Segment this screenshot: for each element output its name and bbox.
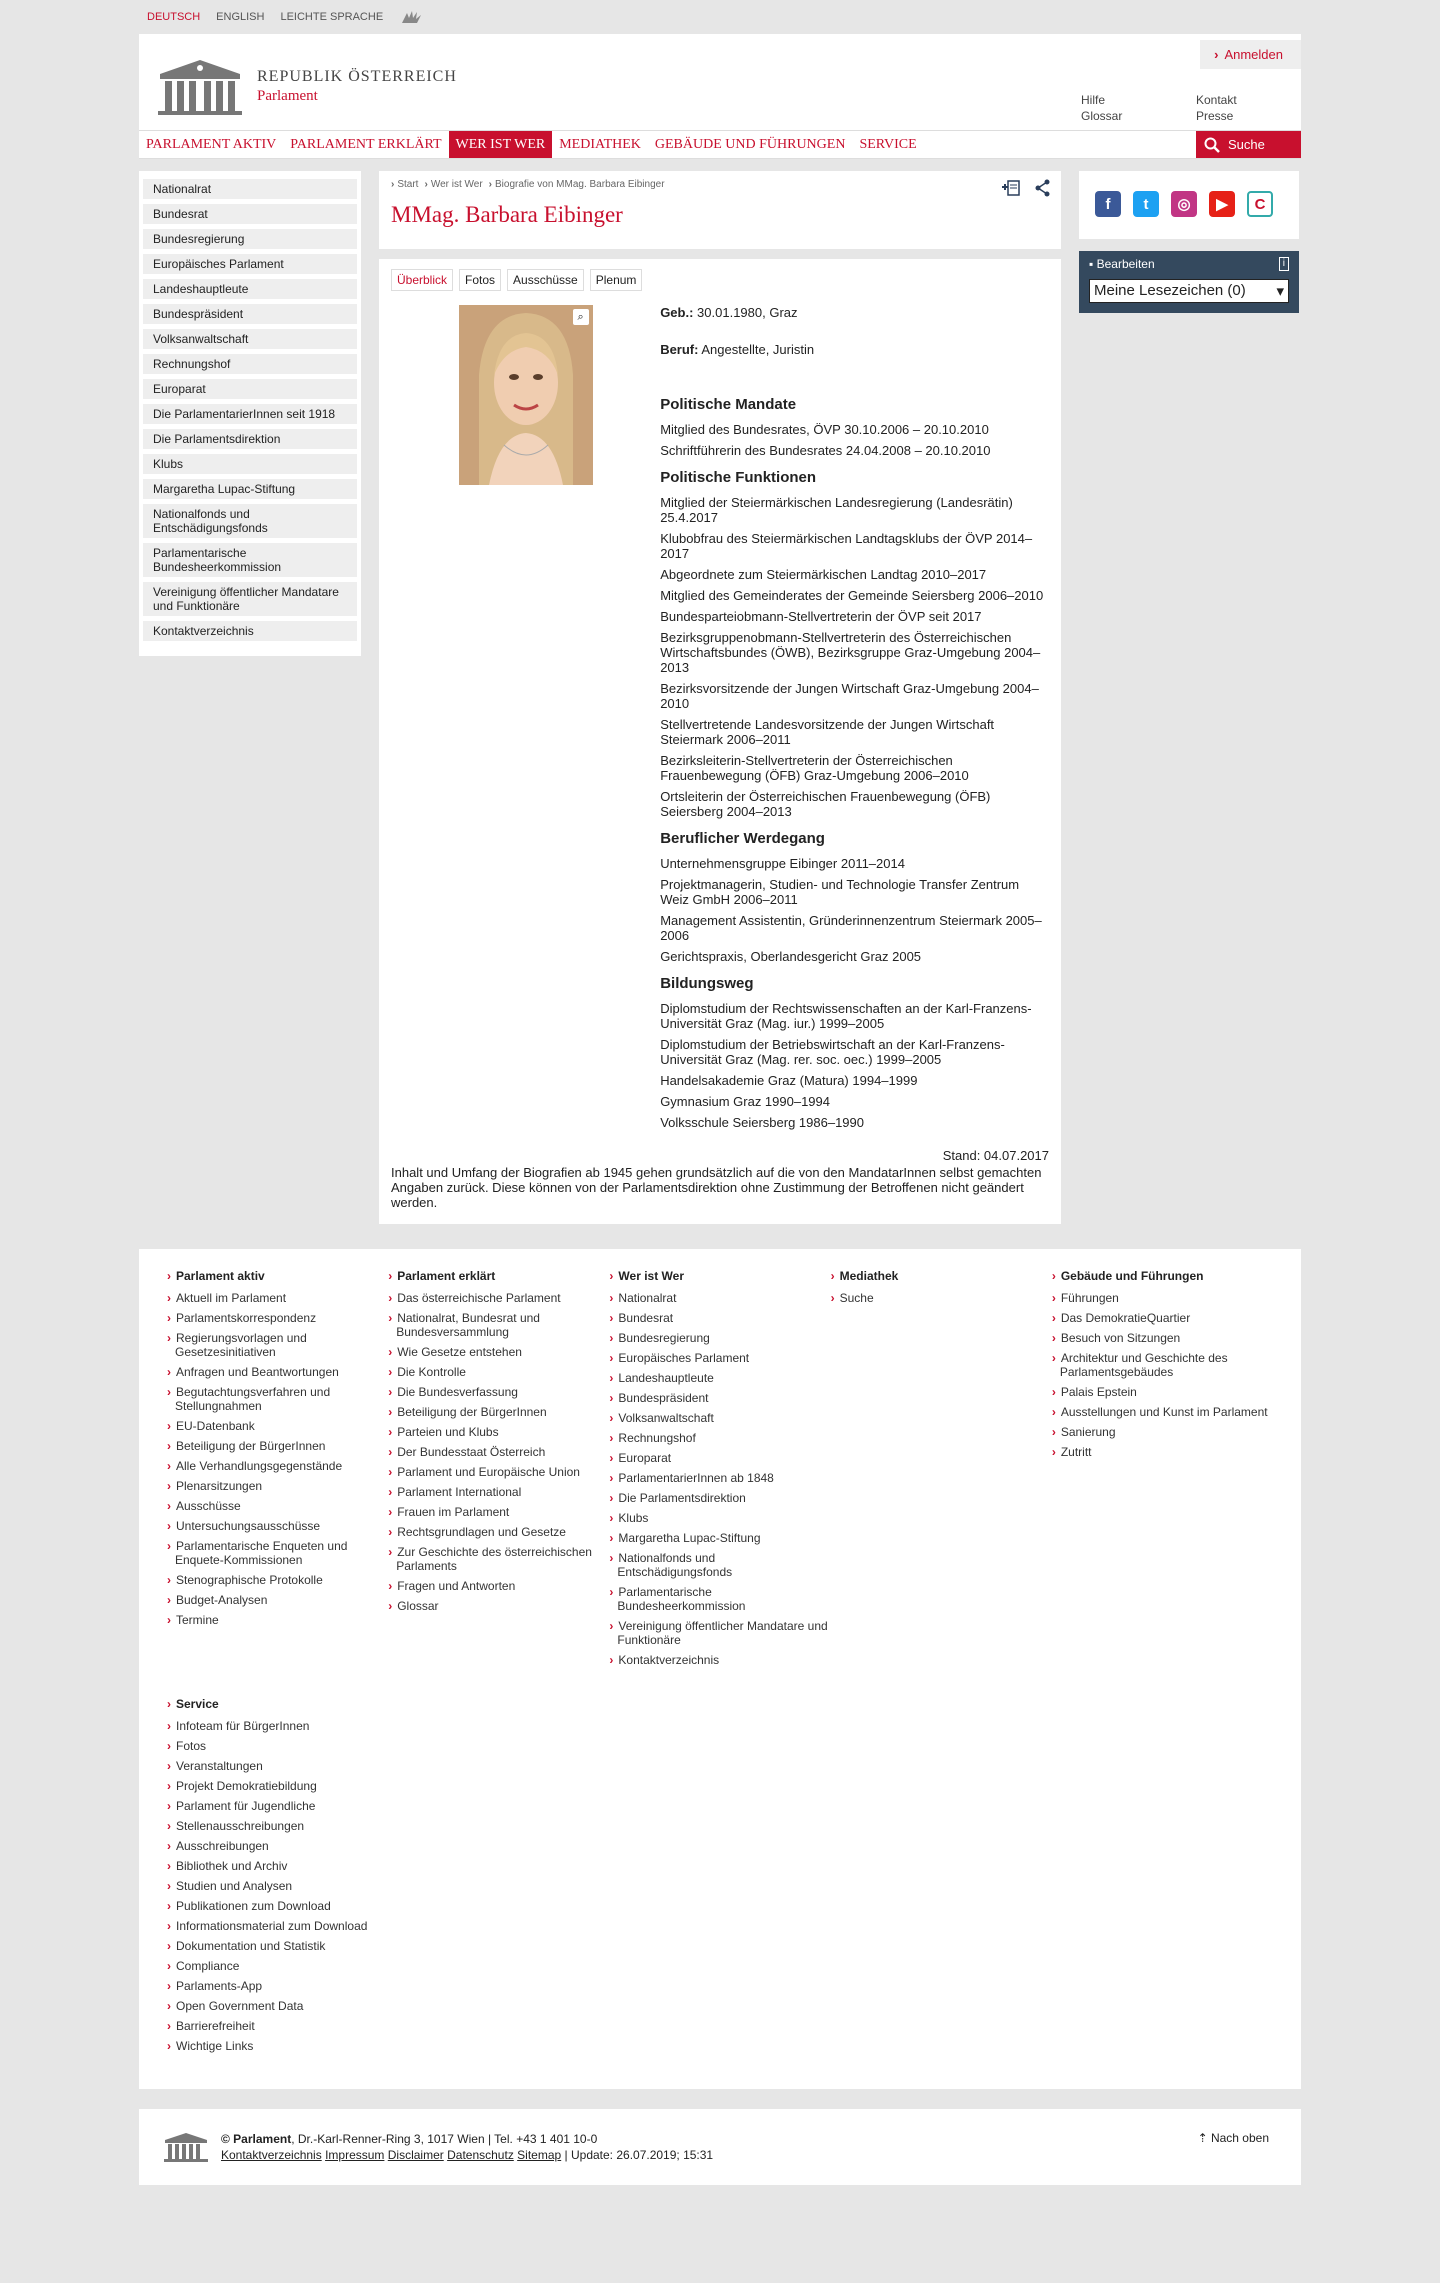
press-link[interactable]: Presse: [1196, 109, 1234, 123]
footer-link[interactable]: › Europäisches Parlament: [609, 1351, 830, 1365]
tab-plenum[interactable]: Plenum: [590, 269, 643, 291]
footer-link[interactable]: › Compliance: [167, 1959, 392, 1973]
title-card: [379, 171, 1061, 249]
footer-link[interactable]: › Bibliothek und Archiv: [167, 1859, 392, 1873]
footer-link[interactable]: › Fragen und Antworten: [388, 1579, 609, 1593]
bookmarks-widget: [1079, 251, 1299, 313]
instagram-icon[interactable]: ◎: [1171, 191, 1197, 217]
back-to-top-label: Nach oben: [1210, 2131, 1269, 2145]
footer-link[interactable]: › Führungen: [1052, 1291, 1273, 1305]
edit-label: Bearbeiten: [1096, 257, 1155, 271]
sidebar-item-bundesregierung[interactable]: Bundesregierung: [143, 229, 357, 249]
tabs: [391, 269, 1049, 291]
job-label: Beruf:: [660, 342, 699, 357]
footer-link[interactable]: › Parlamentarische Enqueten und Enquete-Kommissionen: [167, 1539, 388, 1567]
sidebar-item-landeshauptleute[interactable]: Landeshauptleute: [143, 279, 357, 299]
career-entry: Projektmanagerin, Studien- und Technologie Transfer Zentrum Weiz GmbH 2006–2011: [660, 877, 1020, 907]
stand-date: Stand: 04.07.2017: [942, 1148, 1049, 1163]
footer-column-heading[interactable]: › Mediathek: [831, 1269, 1052, 1283]
footer-link[interactable]: › Veranstaltungen: [167, 1759, 392, 1773]
biography-disclaimer: Inhalt und Umfang der Biografien ab 1945 gehen grundsätzlich auf die von den MandatarInnen selbst gemachten Angaben zurück. Diese können von der Parlamentsdirektion ohne Zustimmung der Betroffenen nicht geändert werden.: [391, 1165, 1042, 1210]
sidebar: [139, 171, 361, 656]
mandate-entry: Mitglied des Bundesrates, ÖVP 30.10.2006 – 20.10.2010: [660, 422, 989, 437]
footer-link[interactable]: › Nationalfonds und Entschädigungsfonds: [609, 1551, 830, 1579]
parliament-logo[interactable]: [155, 56, 457, 116]
footer-link[interactable]: › Das österreichische Parlament: [388, 1291, 609, 1305]
lang-easy-link[interactable]: LEICHTE SPRACHE: [280, 11, 384, 23]
career-entry: Unternehmensgruppe Eibinger 2011–2014: [660, 856, 905, 871]
help-link[interactable]: Hilfe: [1081, 93, 1106, 107]
glossary-link[interactable]: Glossar: [1081, 109, 1123, 123]
footer-link[interactable]: › Besuch von Sitzungen: [1052, 1331, 1273, 1345]
footer-column-heading[interactable]: › Parlament aktiv: [167, 1269, 388, 1283]
footer-address: , Dr.-Karl-Renner-Ring 3, 1017 Wien | Tel. +43 1 401 10-0: [291, 2132, 598, 2146]
sidebar-item-volksanwaltschaft[interactable]: Volksanwaltschaft: [143, 329, 357, 349]
footer-link[interactable]: › Volksanwaltschaft: [609, 1411, 830, 1425]
main-nav: [139, 131, 1301, 159]
footer-link[interactable]: › Fotos: [167, 1739, 392, 1753]
mandate-entry: Schriftführerin des Bundesrates 24.04.2008 – 20.10.2010: [660, 443, 991, 458]
footer-link[interactable]: › EU-Datenbank: [167, 1419, 388, 1433]
footer-update: | Update: 26.07.2019; 15:31: [564, 2148, 714, 2162]
twitter-icon[interactable]: t: [1133, 191, 1159, 217]
sidebar-item-parlamentsdirektion[interactable]: Die Parlamentsdirektion: [143, 429, 357, 449]
footer-link[interactable]: › Anfragen und Beantwortungen: [167, 1365, 388, 1379]
function-entry: Abgeordnete zum Steiermärkischen Landtag 2010–2017: [660, 567, 987, 582]
footer-link[interactable]: › Parteien und Klubs: [388, 1425, 609, 1439]
footer-column-heading[interactable]: › Wer ist Wer: [609, 1269, 830, 1283]
portrait-photo[interactable]: [459, 305, 593, 485]
birth-info: [660, 305, 1049, 320]
tab-ueberblick[interactable]: Überblick: [391, 269, 453, 291]
footer-link[interactable]: › Aktuell im Parlament: [167, 1291, 388, 1305]
footer-link[interactable]: › Informationsmaterial zum Download: [167, 1919, 392, 1933]
footer-link-kontakt[interactable]: Kontaktverzeichnis: [221, 2148, 322, 2162]
footer-column: [831, 1269, 1052, 1673]
footer-link[interactable]: › Projekt Demokratiebildung: [167, 1779, 392, 1793]
footer-column: [609, 1269, 830, 1673]
logo-title: REPUBLIK ÖSTERREICH: [257, 67, 457, 85]
breadcrumb-wer-ist-wer[interactable]: › Wer ist Wer: [424, 179, 482, 190]
page-title: MMag. Barbara Eibinger: [391, 202, 623, 227]
footer-link[interactable]: › Palais Epstein: [1052, 1385, 1273, 1399]
job-value: Angestellte, Juristin: [701, 342, 815, 357]
sidebar-item-europarat[interactable]: Europarat: [143, 379, 357, 399]
birth-value: 30.01.1980, Graz: [697, 305, 798, 320]
footer-link[interactable]: › Open Government Data: [167, 1999, 392, 2013]
footer-link[interactable]: › Vereinigung öffentlicher Mandatare und Funktionäre: [609, 1619, 830, 1647]
footer-column-heading[interactable]: › Parlament erklärt: [388, 1269, 609, 1283]
footer-link[interactable]: › Ausschüsse: [167, 1499, 388, 1513]
sidebar-item-nationalrat[interactable]: Nationalrat: [143, 179, 357, 199]
footer-link[interactable]: › Zur Geschichte des österreichischen Parlaments: [388, 1545, 609, 1573]
biography-card: [379, 259, 1061, 1224]
footer-column: [388, 1269, 609, 1673]
nav-gebaeude-fuehrungen[interactable]: GEBÄUDE UND FÜHRUNGEN: [654, 136, 846, 152]
footer-link[interactable]: › Suche: [831, 1291, 1052, 1305]
function-entry: Mitglied der Steiermärkischen Landesregierung (Landesrätin) 25.4.2017: [660, 495, 1013, 525]
sidebar-item-rechnungshof[interactable]: Rechnungshof: [143, 354, 357, 374]
chevron-down-icon: ▾: [1276, 283, 1284, 300]
sidebar-item-klubs[interactable]: Klubs: [143, 454, 357, 474]
nav-parlament-erklaert[interactable]: PARLAMENT ERKLÄRT: [290, 136, 442, 152]
footer-link[interactable]: › Die Kontrolle: [388, 1365, 609, 1379]
footer-link[interactable]: › Margaretha Lupac-Stiftung: [609, 1531, 830, 1545]
sidebar-item-parlamentarierinnen[interactable]: Die ParlamentarierInnen seit 1918: [143, 404, 357, 424]
footer-link-impressum[interactable]: Impressum: [325, 2148, 385, 2162]
footer-link[interactable]: › Dokumentation und Statistik: [167, 1939, 392, 1953]
function-entry: Bezirksleiterin-Stellvertreterin der Österreichischen Frauenbewegung (ÖFB) Graz-Umgebung 2006–2010: [660, 753, 969, 783]
nav-mediathek[interactable]: MEDIATHEK: [559, 136, 641, 152]
social-links: [1079, 171, 1299, 239]
footer-link[interactable]: › Parlaments-App: [167, 1979, 392, 1993]
sidebar-item-bundespraesident[interactable]: Bundespräsident: [143, 304, 357, 324]
footer-link[interactable]: › Termine: [167, 1613, 388, 1627]
footer-link-sitemap[interactable]: Sitemap: [517, 2148, 562, 2162]
footer-link[interactable]: › Stenographische Protokolle: [167, 1573, 388, 1587]
footer-link[interactable]: › Budget-Analysen: [167, 1593, 388, 1607]
sidebar-item-nationalfonds[interactable]: Nationalfonds und Entschädigungsfonds: [143, 504, 357, 538]
footer-column: [1052, 1269, 1273, 1673]
footer-link[interactable]: › Wichtige Links: [167, 2039, 392, 2053]
search-button[interactable]: [1196, 131, 1301, 158]
share-icon[interactable]: [1035, 179, 1051, 197]
footer-link[interactable]: › Nationalrat, Bundesrat und Bundesversammlung: [388, 1311, 609, 1339]
footer-column-heading[interactable]: › Gebäude und Führungen: [1052, 1269, 1273, 1283]
functions-heading: Politische Funktionen: [660, 469, 817, 486]
footer-link[interactable]: › Wie Gesetze entstehen: [388, 1345, 609, 1359]
sidebar-item-europaeisches-parlament[interactable]: Europäisches Parlament: [143, 254, 357, 274]
birth-label: Geb.:: [660, 305, 694, 320]
career-heading: Beruflicher Werdegang: [660, 830, 825, 847]
info-icon[interactable]: i: [1279, 257, 1289, 271]
footer-link[interactable]: › Publikationen zum Download: [167, 1899, 392, 1913]
title-icons: [1001, 179, 1051, 197]
footer-link[interactable]: › Alle Verhandlungsgegenstände: [167, 1459, 388, 1473]
breadcrumb: [391, 179, 1049, 190]
footer-link[interactable]: › Zutritt: [1052, 1445, 1273, 1459]
biography-info: [660, 305, 1049, 1136]
search-icon: [1204, 137, 1220, 153]
footer-link[interactable]: › Landeshauptleute: [609, 1371, 830, 1385]
footer-link[interactable]: › Das DemokratieQuartier: [1052, 1311, 1273, 1325]
bookmarks-select[interactable]: [1089, 279, 1289, 303]
footer-link[interactable]: › Bundesrat: [609, 1311, 830, 1325]
footer-org: © Parlament: [221, 2132, 292, 2146]
function-entry: Klubobfrau des Steiermärkischen Landtagsklubs der ÖVP 2014–2017: [660, 531, 1033, 561]
util-links-left: [1081, 92, 1122, 124]
footer-link[interactable]: › Beteiligung der BürgerInnen: [167, 1439, 388, 1453]
career-entry: Gerichtspraxis, Oberlandesgericht Graz 2005: [660, 949, 922, 964]
education-entry: Diplomstudium der Betriebswirtschaft an der Karl-Franzens-Universität Graz (Mag. rer. soc. oec.) 1999–2005: [660, 1037, 1005, 1067]
function-entry: Stellvertretende Landesvorsitzende der Jungen Wirtschaft Steiermark 2006–2011: [660, 717, 995, 747]
footer-link[interactable]: › Frauen im Parlament: [388, 1505, 609, 1519]
sidebar-item-vereinigung-mandatare[interactable]: Vereinigung öffentlicher Mandatare und Funktionäre: [143, 582, 357, 616]
sidebar-item-bundesrat[interactable]: Bundesrat: [143, 204, 357, 224]
footer-link[interactable]: › Europarat: [609, 1451, 830, 1465]
footer-link[interactable]: › Kontaktverzeichnis: [609, 1653, 830, 1667]
education-heading: Bildungsweg: [660, 975, 754, 992]
footer-link[interactable]: › Die Bundesverfassung: [388, 1385, 609, 1399]
footer-link[interactable]: › Untersuchungsausschüsse: [167, 1519, 388, 1533]
education-entry: Diplomstudium der Rechtswissenschaften an der Karl-Franzens-Universität Graz (Mag. iur.) 1999–2005: [660, 1001, 1032, 1031]
footer-link[interactable]: › Bundespräsident: [609, 1391, 830, 1405]
footer-column: [167, 1269, 388, 1673]
main-content: [379, 171, 1061, 1224]
youtube-icon[interactable]: ▶: [1209, 191, 1235, 217]
contact-link[interactable]: Kontakt: [1196, 93, 1237, 107]
footer-link[interactable]: › Beteiligung der BürgerInnen: [388, 1405, 609, 1419]
facebook-icon[interactable]: f: [1095, 191, 1121, 217]
function-entry: Bezirksgruppenobmann-Stellvertreterin des Österreichischen Wirtschaftsbundes (ÖWB), Bezirksgruppe Graz-Umgebung 2004–2013: [660, 630, 1041, 675]
bookmarks-select-value: Meine Lesezeichen (0): [1094, 282, 1246, 299]
footer-link[interactable]: › Ausschreibungen: [167, 1839, 392, 1853]
mandates-heading: Politische Mandate: [660, 396, 797, 413]
language-bar: [139, 0, 1301, 34]
job-info: [660, 342, 1049, 357]
function-entry: Ortsleiterin der Österreichischen Frauenbewegung (ÖFB) Seiersberg 2004–2013: [660, 789, 991, 819]
sidebar-item-kontaktverzeichnis[interactable]: Kontaktverzeichnis: [143, 621, 357, 641]
education-entry: Handelsakademie Graz (Matura) 1994–1999: [660, 1073, 918, 1088]
footer-column-heading[interactable]: › Service: [167, 1697, 392, 1711]
footer-link[interactable]: › Ausstellungen und Kunst im Parlament: [1052, 1405, 1273, 1419]
lang-de-link[interactable]: DEUTSCH: [147, 11, 201, 23]
nav-parlament-aktiv[interactable]: PARLAMENT AKTIV: [146, 136, 277, 152]
breadcrumb-current: › Biografie von MMag. Barbara Eibinger: [489, 179, 665, 190]
footer-column: [167, 1697, 392, 2053]
footer-link[interactable]: › Regierungsvorlagen und Gesetzesinitiativen: [167, 1331, 388, 1359]
footer-link[interactable]: › Sanierung: [1052, 1425, 1273, 1439]
footer-service: [167, 1697, 1273, 2053]
footer-link[interactable]: › Parlament International: [388, 1485, 609, 1499]
footer-link[interactable]: › Barrierefreiheit: [167, 2019, 392, 2033]
app-icon[interactable]: C: [1247, 191, 1273, 217]
sidebar-item-bundesheerkommission[interactable]: Parlamentarische Bundesheerkommission: [143, 543, 357, 577]
footer-link[interactable]: › Rechnungshof: [609, 1431, 830, 1445]
tab-ausschuesse[interactable]: Ausschüsse: [507, 269, 584, 291]
arrow-up-icon: ⇡: [1197, 2131, 1211, 2145]
bottom-bar: [139, 2109, 1301, 2185]
add-bookmark-icon[interactable]: [1001, 179, 1021, 197]
function-entry: Bundesparteiobmann-Stellvertreterin der ÖVP seit 2017: [660, 609, 982, 624]
function-entry: Mitglied des Gemeinderates der Gemeinde Seiersberg 2006–2010: [660, 588, 1044, 603]
search-label: Suche: [1228, 137, 1265, 152]
footer-link[interactable]: › Parlamentskorrespondenz: [167, 1311, 388, 1325]
nav-service[interactable]: SERVICE: [859, 136, 917, 152]
footer-link[interactable]: › Stellenausschreibungen: [167, 1819, 392, 1833]
footer-link[interactable]: › ParlamentarierInnen ab 1848: [609, 1471, 830, 1485]
sign-language-icon[interactable]: [399, 9, 425, 25]
function-entry: Bezirksvorsitzende der Jungen Wirtschaft Graz-Umgebung 2004–2010: [660, 681, 1039, 711]
footer-link-datenschutz[interactable]: Datenschutz: [447, 2148, 514, 2162]
breadcrumb-start[interactable]: › Start: [391, 179, 418, 190]
site-header: [139, 34, 1301, 131]
lang-en-link[interactable]: ENGLISH: [216, 11, 265, 23]
footer-link-disclaimer[interactable]: Disclaimer: [387, 2148, 444, 2162]
zoom-icon[interactable]: ⌕: [573, 309, 589, 325]
footer-link[interactable]: › Parlament und Europäische Union: [388, 1465, 609, 1479]
footer-link[interactable]: › Plenarsitzungen: [167, 1479, 388, 1493]
footer: [139, 1249, 1301, 2089]
footer-link[interactable]: › Parlament für Jugendliche: [167, 1799, 392, 1813]
login-button[interactable]: › Anmelden: [1200, 40, 1301, 69]
footer-link[interactable]: › Rechtsgrundlagen und Gesetze: [388, 1525, 609, 1539]
career-entry: Management Assistentin, Gründerinnenzentrum Steiermark 2005–2006: [660, 913, 1042, 943]
education-entry: Gymnasium Graz 1990–1994: [660, 1094, 830, 1109]
footer-link[interactable]: › Studien und Analysen: [167, 1879, 392, 1893]
education-entry: Volksschule Seiersberg 1986–1990: [660, 1115, 864, 1130]
footer-link[interactable]: › Die Parlamentsdirektion: [609, 1491, 830, 1505]
footer-link[interactable]: › Nationalrat: [609, 1291, 830, 1305]
portrait-image: [459, 305, 593, 485]
footer-link[interactable]: › Architektur und Geschichte des Parlamentsgebäudes: [1052, 1351, 1273, 1379]
footer-link[interactable]: › Parlamentarische Bundesheerkommission: [609, 1585, 830, 1613]
footer-link[interactable]: › Klubs: [609, 1511, 830, 1525]
util-links-right: [1196, 92, 1237, 124]
footer-link[interactable]: › Infoteam für BürgerInnen: [167, 1719, 392, 1733]
footer-link[interactable]: › Bundesregierung: [609, 1331, 830, 1345]
nav-wer-ist-wer[interactable]: WER IST WER: [449, 131, 553, 158]
footer-link[interactable]: › Der Bundesstaat Österreich: [388, 1445, 609, 1459]
logo-subtitle: Parlament: [257, 87, 318, 104]
footer-contact: [221, 2131, 713, 2163]
footer-logo-icon: [163, 2131, 209, 2163]
tab-fotos[interactable]: Fotos: [459, 269, 501, 291]
back-to-top-link[interactable]: [1198, 2131, 1269, 2145]
footer-link[interactable]: › Begutachtungsverfahren und Stellungnahmen: [167, 1385, 388, 1413]
bookmarks-edit[interactable]: [1089, 257, 1155, 271]
parliament-building-icon: [155, 56, 245, 116]
footer-link[interactable]: › Glossar: [388, 1599, 609, 1613]
sidebar-item-lupac-stiftung[interactable]: Margaretha Lupac-Stiftung: [143, 479, 357, 499]
right-column: [1079, 171, 1299, 313]
edit-icon: ▪: [1089, 257, 1097, 271]
